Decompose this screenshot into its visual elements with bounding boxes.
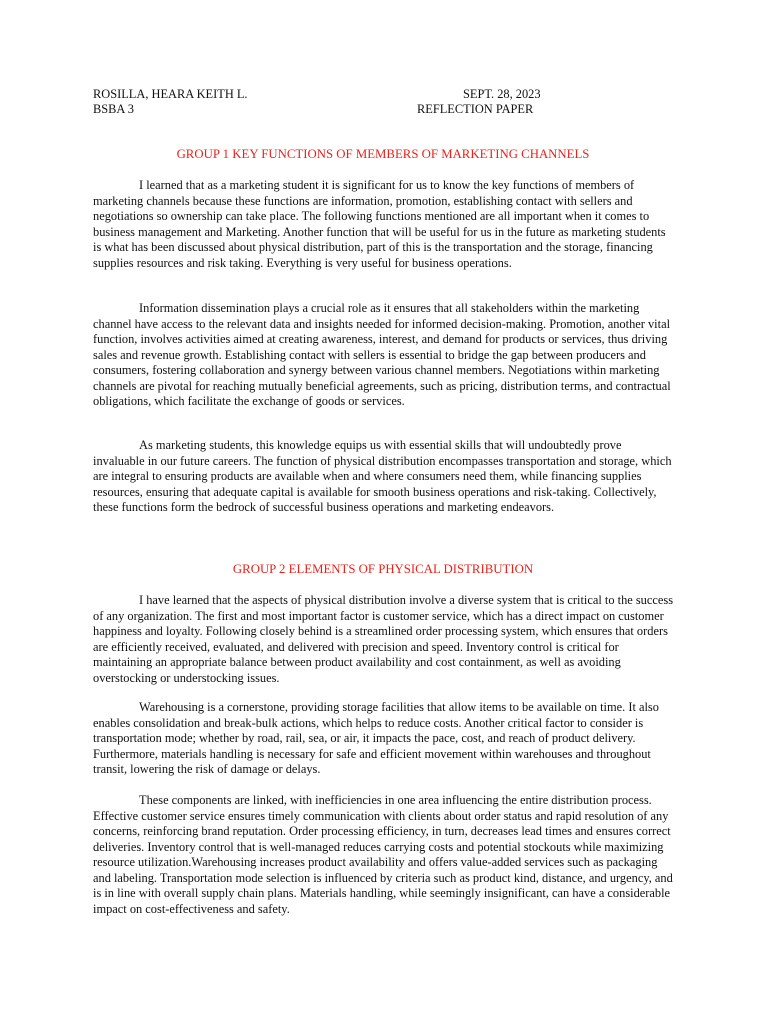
course-label: BSBA 3: [93, 102, 134, 116]
paragraph-text: These components are linked, with inefficiencies in one area influencing the entire distribution process. Effective customer service ensures timely communication with clients about order status and rapid resolution of any concerns, reinforcing brand reputation. Order processing efficiency, in turn, decreases lead times and ensures correct deliveries. Inventory control that is well-managed reduces carrying costs and potential stockouts while maximizing resource utilization.Warehousing increases product availability and offers value-added services such as packaging and labeling. Transportation mode selection is influenced by criteria such as product kind, distance, and urgency, and is in line with overall supply chain plans. Materials handling, while seemingly insignificant, can have a considerable impact on cost-effectiveness and safety.: [93, 793, 673, 916]
section-2-heading: GROUP 2 ELEMENTS OF PHYSICAL DISTRIBUTION: [232, 562, 534, 576]
section-1-heading: GROUP 1 KEY FUNCTIONS OF MEMBERS OF MARKETING CHANNELS: [176, 147, 590, 161]
section-1-paragraph-3: [93, 438, 674, 516]
paragraph-text: I learned that as a marketing student it is significant for us to know the key functions of members of marketing channels because these functions are information, promotion, establishing contact with sellers and negotiations so ownership can take place. The following functions mentioned are all important when it comes to business management and Marketing. Another function that will be useful for us in the future as marketing students is what has been discussed about physical distribution, part of this is the transportation and the storage, financing supplies resources and risk taking. Everything is very useful for business operations.: [93, 178, 666, 270]
paragraph-text: I have learned that the aspects of physical distribution involve a diverse system that is critical to the success of any organization. The first and most important factor is customer service, which has a direct impact on customer happiness and loyalty. Following closely behind is a streamlined order processing system, which ensures that orders are efficiently received, evaluated, and delivered with precision and speed. Inventory control is critical for maintaining an appropriate balance between product availability and cost containment, as well as avoiding overstocking or understocking issues.: [93, 593, 674, 685]
section-2-paragraph-1: [93, 593, 674, 686]
paragraph-text: Warehousing is a cornerstone, providing storage facilities that allow items to be available on time. It also enables consolidation and break-bulk actions, which helps to reduce costs. Another critical factor to consider is transportation mode; whether by road, rail, sea, or air, it impacts the pace, cost, and reach of product delivery. Furthermore, materials handling is necessary for safe and efficient movement within warehouses and throughout transit, lowering the risk of damage or delays.: [93, 700, 659, 776]
document-type: REFLECTION PAPER: [417, 102, 534, 116]
document-date: SEPT. 28, 2023: [463, 87, 541, 101]
paragraph-text: As marketing students, this knowledge equips us with essential skills that will undoubtedly prove invaluable in our future careers. The function of physical distribution encompasses transportation and storage, which are integral to ensuring products are available when and where consumers need them, while financing supplies resources, ensuring that adequate capital is available for smooth business operations and risk-taking. Collectively, these functions form the bedrock of successful business operations and marketing endeavors.: [93, 438, 672, 514]
section-2-paragraph-2: [93, 700, 674, 778]
section-1-paragraph-1: [93, 178, 674, 271]
section-1-paragraph-2: [93, 301, 674, 410]
paragraph-text: Information dissemination plays a crucial role as it ensures that all stakeholders within the marketing channel have access to the relevant data and insights needed for informed decision-making. Promotion, another vital function, involves activities aimed at creating awareness, interest, and demand for products or services, thus driving sales and revenue growth. Establishing contact with sellers is essential to bridge the gap between producers and consumers, fostering collaboration and synergy between various channel members. Negotiations within marketing channels are pivotal for reaching mutually beneficial agreements, such as pricing, distribution terms, and contractual obligations, which facilitate the exchange of goods or services.: [93, 301, 671, 408]
section-2-paragraph-3: [93, 793, 674, 917]
author-name: ROSILLA, HEARA KEITH L.: [93, 87, 248, 101]
